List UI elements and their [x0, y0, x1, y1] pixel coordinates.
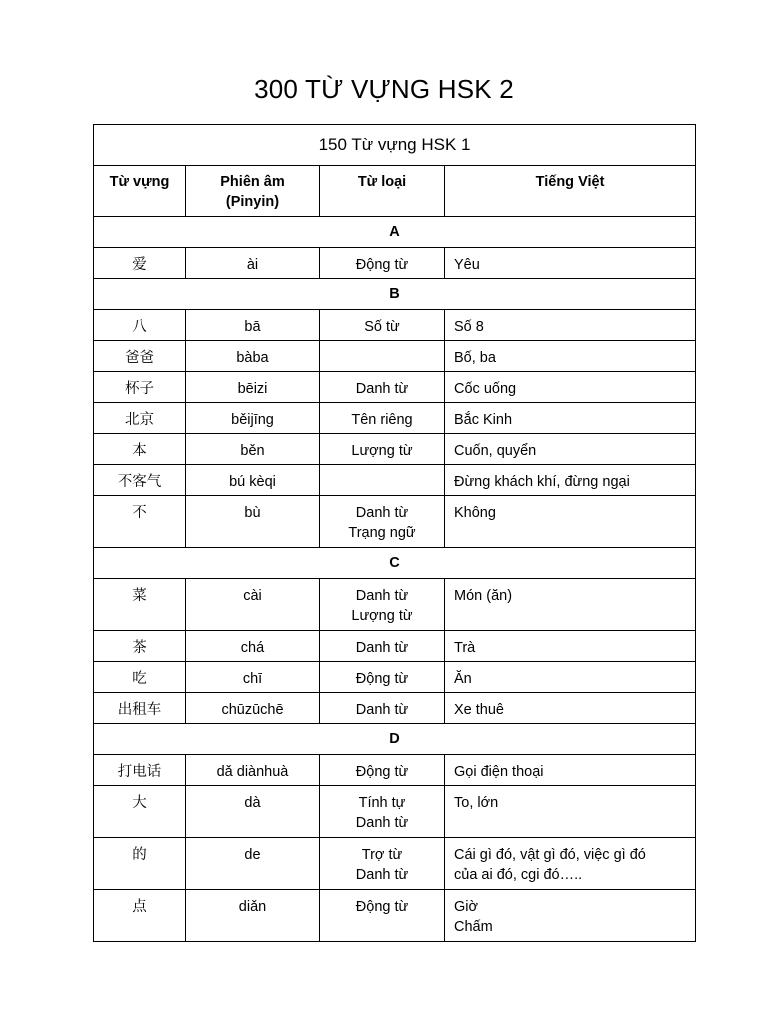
cell-pos	[320, 372, 445, 403]
section-letter: C	[94, 548, 696, 579]
pos-line: Động từ	[355, 671, 409, 687]
meaning-line: Không	[454, 505, 496, 521]
cell-pinyin: ài	[186, 248, 320, 279]
table-caption: 150 Từ vựng HSK 1	[94, 125, 696, 166]
cell-pinyin: běn	[186, 434, 320, 465]
section-letter: B	[94, 279, 696, 310]
section-letter-row	[94, 217, 696, 248]
cell-pos	[320, 579, 445, 631]
meaning-line: Xe thuê	[454, 702, 504, 718]
cell-word: 本	[94, 434, 186, 465]
header-word: Từ vựng	[94, 166, 186, 217]
table-row	[94, 693, 696, 724]
meaning-line: Giờ	[454, 899, 479, 915]
meaning-line: Cốc uống	[454, 381, 517, 397]
page-title: 300 TỪ VỰNG HSK 2	[254, 74, 514, 104]
cell-pinyin: chūzūchē	[186, 693, 320, 724]
pos-line: Động từ	[355, 899, 409, 915]
cell-meaning	[445, 403, 696, 434]
table-row	[94, 786, 696, 838]
table-row	[94, 755, 696, 786]
cell-pos	[320, 496, 445, 548]
pos-line: Danh từ	[355, 640, 409, 656]
cell-pos	[320, 631, 445, 662]
table-row	[94, 248, 696, 279]
pos-line: Danh từ	[355, 815, 409, 831]
section-letter-row	[94, 279, 696, 310]
cell-pinyin: bú kèqi	[186, 465, 320, 496]
table-row	[94, 662, 696, 693]
cell-word: 北京	[94, 403, 186, 434]
pos-line: Số từ	[364, 319, 400, 335]
cell-word: 菜	[94, 579, 186, 631]
table-header-row	[94, 166, 696, 217]
cell-pos	[320, 434, 445, 465]
section-letter: A	[94, 217, 696, 248]
pos-line: Trạng ngữ	[348, 525, 416, 541]
cell-pos	[320, 465, 445, 496]
cell-pinyin: chá	[186, 631, 320, 662]
cell-meaning	[445, 310, 696, 341]
section-letter-row	[94, 724, 696, 755]
cell-word: 爱	[94, 248, 186, 279]
cell-pinyin: běijīng	[186, 403, 320, 434]
header-meaning: Tiếng Việt	[445, 166, 696, 217]
table-row	[94, 403, 696, 434]
meaning-line: của ai đó, cgi đó…..	[454, 867, 583, 883]
meaning-line: Món (ăn)	[454, 588, 513, 604]
cell-pos	[320, 890, 445, 942]
cell-pos	[320, 755, 445, 786]
cell-pinyin: bā	[186, 310, 320, 341]
cell-pinyin: bēizi	[186, 372, 320, 403]
cell-pinyin: cài	[186, 579, 320, 631]
cell-pos	[320, 248, 445, 279]
meaning-line: Trà	[454, 640, 476, 656]
meaning-line: Số 8	[454, 319, 484, 335]
cell-word: 杯子	[94, 372, 186, 403]
table-row	[94, 496, 696, 548]
pos-line: Lượng từ	[351, 608, 413, 624]
pos-line: Danh từ	[355, 588, 409, 604]
cell-word: 的	[94, 838, 186, 890]
meaning-line: Bắc Kinh	[454, 412, 513, 428]
cell-meaning	[445, 662, 696, 693]
cell-word: 出租车	[94, 693, 186, 724]
cell-word: 吃	[94, 662, 186, 693]
pos-line: Danh từ	[355, 702, 409, 718]
table-row	[94, 890, 696, 942]
cell-meaning	[445, 579, 696, 631]
cell-pinyin: dà	[186, 786, 320, 838]
cell-word: 不客气	[94, 465, 186, 496]
cell-meaning	[445, 341, 696, 372]
cell-pos	[320, 403, 445, 434]
meaning-line: Ăn	[454, 671, 472, 687]
cell-pos	[320, 662, 445, 693]
cell-pinyin: diǎn	[186, 890, 320, 942]
cell-meaning	[445, 786, 696, 838]
table-row	[94, 434, 696, 465]
table-row	[94, 579, 696, 631]
meaning-line: Chấm	[454, 919, 493, 935]
meaning-line: To, lớn	[454, 795, 499, 811]
pos-line: Trợ từ	[361, 847, 403, 863]
meaning-line: Đừng khách khí, đừng ngại	[454, 474, 630, 490]
cell-meaning	[445, 838, 696, 890]
vocabulary-table	[93, 124, 696, 942]
cell-meaning	[445, 755, 696, 786]
cell-word: 点	[94, 890, 186, 942]
meaning-line: Yêu	[454, 257, 480, 273]
cell-meaning	[445, 434, 696, 465]
meaning-line: Gọi điện thoại	[454, 764, 544, 780]
cell-pinyin: bù	[186, 496, 320, 548]
cell-meaning	[445, 890, 696, 942]
table-row	[94, 372, 696, 403]
cell-pinyin: bàba	[186, 341, 320, 372]
pos-line: Lượng từ	[351, 443, 413, 459]
cell-word: 大	[94, 786, 186, 838]
table-caption-row	[94, 125, 696, 166]
meaning-line: Cuốn, quyển	[454, 443, 537, 459]
cell-word: 八	[94, 310, 186, 341]
cell-pos	[320, 838, 445, 890]
cell-word: 茶	[94, 631, 186, 662]
table-row	[94, 310, 696, 341]
pos-line: Tính tự	[358, 795, 406, 811]
cell-meaning	[445, 496, 696, 548]
table-row	[94, 838, 696, 890]
cell-pos	[320, 693, 445, 724]
pos-line: Danh từ	[355, 381, 409, 397]
cell-meaning	[445, 248, 696, 279]
cell-meaning	[445, 693, 696, 724]
cell-meaning	[445, 631, 696, 662]
cell-pos	[320, 341, 445, 372]
cell-word: 不	[94, 496, 186, 548]
section-letter-row	[94, 548, 696, 579]
cell-pinyin: dǎ diànhuà	[186, 755, 320, 786]
header-pinyin	[186, 166, 320, 217]
cell-meaning	[445, 465, 696, 496]
pos-line: Tên riêng	[351, 412, 413, 428]
cell-word: 爸爸	[94, 341, 186, 372]
cell-pinyin: chī	[186, 662, 320, 693]
table-row	[94, 465, 696, 496]
table-row	[94, 341, 696, 372]
pos-line: Động từ	[355, 257, 409, 273]
header-pinyin-line2: (Pinyin)	[225, 194, 280, 210]
cell-word: 打电话	[94, 755, 186, 786]
section-letter: D	[94, 724, 696, 755]
cell-pos	[320, 786, 445, 838]
cell-pinyin: de	[186, 838, 320, 890]
pos-line: Danh từ	[355, 505, 409, 521]
pos-line: Danh từ	[355, 867, 409, 883]
cell-pos	[320, 310, 445, 341]
meaning-line: Cái gì đó, vật gì đó, việc gì đó	[454, 847, 646, 863]
header-pinyin-line1: Phiên âm	[220, 174, 285, 190]
table-row	[94, 631, 696, 662]
meaning-line: Bố, ba	[454, 350, 496, 366]
pos-line: Động từ	[355, 764, 409, 780]
cell-meaning	[445, 372, 696, 403]
header-pos: Từ loại	[320, 166, 445, 217]
